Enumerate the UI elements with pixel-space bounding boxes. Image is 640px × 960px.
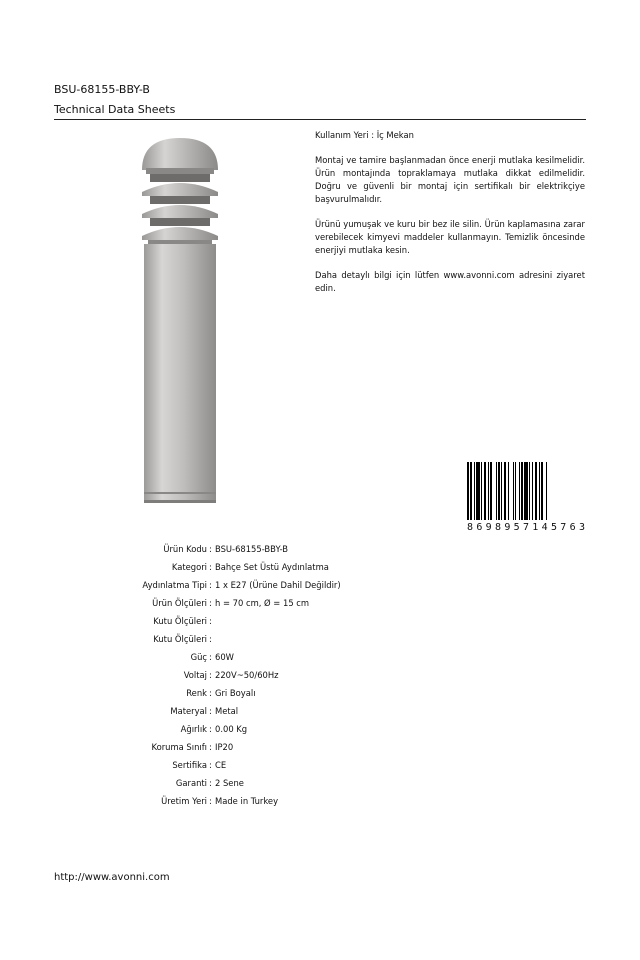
spec-colon: : xyxy=(209,796,212,806)
spec-colon: : xyxy=(209,634,212,644)
spec-label: Ağırlık xyxy=(180,724,207,734)
header-subtitle: Technical Data Sheets xyxy=(54,103,176,116)
spec-colon: : xyxy=(209,724,212,734)
spec-label: Materyal xyxy=(170,706,207,716)
spec-colon: : xyxy=(209,778,212,788)
spec-label: Ürün Kodu xyxy=(163,544,207,554)
cleaning-note: Ürünü yumuşak ve kuru bir bez ile silin. Ürün kaplamasına zarar verebilecek kimyevi maddeler kullanmayın. Temizlik öncesinde enerjiyi mutlaka kesin. xyxy=(315,219,585,255)
spec-row xyxy=(0,706,640,720)
spec-label: Güç xyxy=(190,652,207,662)
spec-label: Voltaj xyxy=(183,670,207,680)
spec-row xyxy=(0,616,640,630)
spec-row xyxy=(0,544,640,558)
spec-row xyxy=(0,580,640,594)
barcode-digit: 6 xyxy=(569,522,576,533)
spec-value: 2 Sene xyxy=(215,778,244,788)
barcode-digit: 9 xyxy=(504,522,511,533)
website-note: Daha detaylı bilgi için lütfen www.avonni.com adresini ziyaret edin. xyxy=(315,270,585,293)
barcode-digit: 8 xyxy=(494,522,502,533)
spec-colon: : xyxy=(209,580,212,590)
spec-colon: : xyxy=(209,652,212,662)
spec-colon: : xyxy=(209,742,212,752)
barcode-digit: 6 xyxy=(476,522,483,533)
barcode-digit: 8 xyxy=(467,522,474,533)
spec-row xyxy=(0,778,640,792)
barcode-digit: 5 xyxy=(550,522,557,533)
notes-section xyxy=(315,129,585,307)
barcode-bar xyxy=(547,462,549,520)
spec-row xyxy=(0,652,640,666)
spec-value: CE xyxy=(215,760,227,770)
spec-label: Garanti xyxy=(175,778,207,788)
spec-label: Kategori xyxy=(171,562,207,572)
spec-label: Koruma Sınıfı xyxy=(151,742,207,752)
barcode-digit: 7 xyxy=(560,522,567,533)
spec-row xyxy=(0,670,640,684)
barcode-bars xyxy=(467,462,585,520)
barcode-digit: 5 xyxy=(513,522,520,533)
spec-colon: : xyxy=(209,670,212,680)
usage-location: Kullanım Yeri : İç Mekan xyxy=(315,130,414,140)
spec-row xyxy=(0,634,640,648)
spec-value: Bahçe Set Üstü Aydınlatma xyxy=(215,562,329,572)
spec-colon: : xyxy=(209,706,212,716)
header-product-code: BSU-68155-BBY-B xyxy=(54,83,150,96)
spec-value: Metal xyxy=(215,706,239,716)
spec-label: Üretim Yeri xyxy=(161,796,207,806)
spec-row xyxy=(0,742,640,756)
spec-label: Ürün Ölçüleri xyxy=(152,598,207,608)
spec-label: Kutu Ölçüleri xyxy=(153,616,207,626)
spec-value: IP20 xyxy=(215,742,234,752)
spec-label: Aydınlatma Tipi xyxy=(142,580,207,590)
spec-colon: : xyxy=(209,562,212,572)
barcode xyxy=(467,462,585,534)
barcode-digits xyxy=(467,522,585,533)
spec-colon: : xyxy=(209,616,212,626)
spec-value: 60W xyxy=(215,652,234,662)
spec-label: Renk xyxy=(186,688,207,698)
spec-row xyxy=(0,688,640,702)
barcode-digit: 4 xyxy=(541,522,548,533)
spec-row xyxy=(0,760,640,774)
spec-value: 220V~50/60Hz xyxy=(215,670,279,680)
barcode-digit: 3 xyxy=(578,522,585,533)
spec-colon: : xyxy=(209,598,212,608)
safety-note: Montaj ve tamire başlanmadan önce enerji mutlaka kesilmelidir. Ürün montajında topraklamaya mutlaka dikkat edilmelidir. Doğru ve güvenli bir montaj için sertifikalı bir elektrikçiye başvurulmalıdır. xyxy=(315,155,585,204)
footer-url[interactable]: http://www.avonni.com xyxy=(54,872,170,883)
spec-value: BSU-68155-BBY-B xyxy=(215,544,289,554)
spec-row xyxy=(0,796,640,810)
spec-row xyxy=(0,598,640,612)
barcode-digit: 9 xyxy=(485,522,492,533)
spec-colon: : xyxy=(209,760,212,770)
spec-value: Made in Turkey xyxy=(215,796,279,806)
spec-value: 1 x E27 (Ürüne Dahil Değildir) xyxy=(215,580,341,590)
spec-value: Gri Boyalı xyxy=(215,688,256,698)
spec-row xyxy=(0,724,640,738)
spec-colon: : xyxy=(209,544,212,554)
header-divider xyxy=(54,119,586,120)
spec-row xyxy=(0,562,640,576)
product-image xyxy=(140,136,220,506)
spec-label: Kutu Ölçüleri xyxy=(153,634,207,644)
spec-colon: : xyxy=(209,688,212,698)
spec-value: h = 70 cm, Ø = 15 cm xyxy=(215,598,310,608)
spec-label: Sertifika xyxy=(172,760,207,770)
spec-value: 0.00 Kg xyxy=(215,724,248,734)
barcode-digit: 7 xyxy=(522,522,529,533)
barcode-digit: 1 xyxy=(532,522,539,533)
